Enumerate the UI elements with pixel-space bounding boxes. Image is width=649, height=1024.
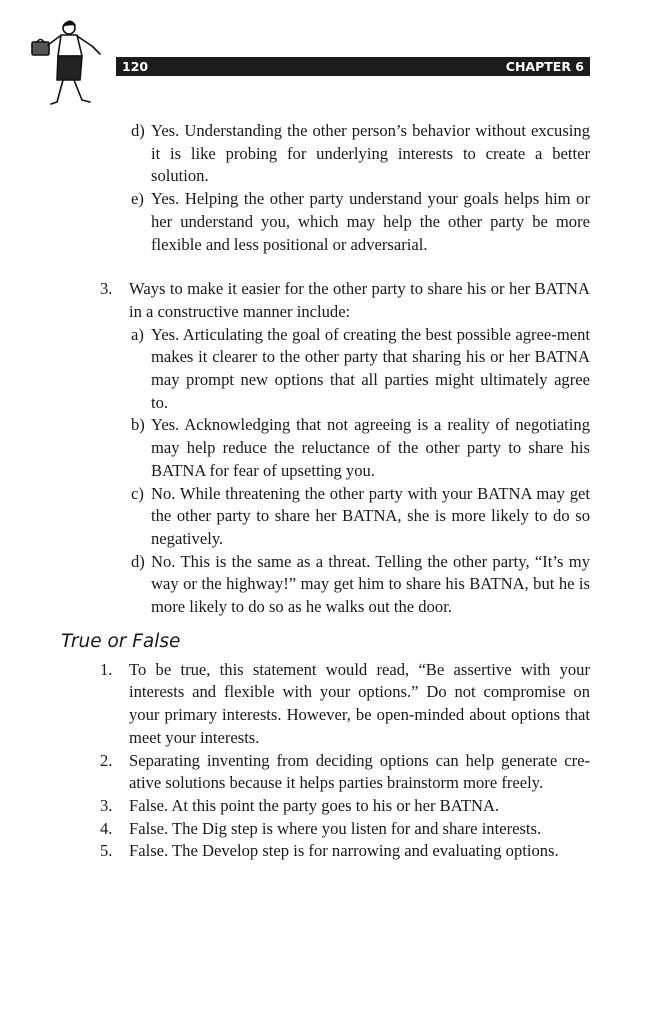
- list-item: [0, 414, 590, 482]
- question-number: 3.: [100, 279, 113, 299]
- chapter-label: CHAPTER 6: [505, 59, 584, 74]
- list-item: [0, 840, 590, 863]
- list-item-label: c): [131, 483, 144, 503]
- list-item: [0, 659, 590, 750]
- list-item-text: No. While threatening the other party with your BATNA may get the other party to share her BATNA, she is more likely to do so negatively.: [151, 483, 590, 548]
- section-heading-true-or-false: True or False: [61, 630, 181, 652]
- page-body: [0, 120, 649, 863]
- list-item-text: Separating inventing from deciding options can help generate cre-ative solutions because it helps parties brainstorm more freely.: [129, 750, 590, 793]
- list-item: [0, 188, 590, 256]
- list-item: [0, 324, 590, 415]
- list-item-text: Yes. Articulating the goal of creating the best possible agree-ment makes it clearer to the other party that sharing his or her BATNA may prompt new options that all parties might ultimately agree to.: [151, 324, 590, 412]
- list-item-text: False. At this point the party goes to his or her BATNA.: [129, 795, 500, 815]
- list-item: [0, 818, 590, 841]
- list-item: [0, 483, 590, 551]
- list-item-label: e): [131, 189, 144, 209]
- list-item-label: b): [131, 415, 145, 435]
- list-item-text: No. This is the same as a threat. Telling the other party, “It’s my way or the highway!” may get him to share his BATNA, but he is more likely to do so as he walks out the door.: [151, 551, 590, 617]
- question-text: Ways to make it easier for the other party to share his or her BATNA in a constructive manner include:: [129, 279, 590, 321]
- list-item-label: d): [131, 121, 145, 140]
- list-item-text: Yes. Helping the other party understand your goals helps him or her understand you, which may help the other party be more flexible and less positional or adversarial.: [151, 189, 590, 254]
- list-item: [0, 120, 590, 188]
- list-item-label: 1.: [100, 659, 113, 679]
- page-header-bar: [116, 57, 590, 76]
- list-item-label: 3.: [100, 795, 113, 815]
- list-item-label: 2.: [100, 750, 113, 770]
- list-item-text: Yes. Acknowledging that not agreeing is a reality of negotiating may help reduce the reluctance of the other party to share his BATNA for fear of upsetting you.: [151, 415, 590, 480]
- businesswoman-with-briefcase-icon: [24, 18, 110, 110]
- question-3: [0, 278, 590, 323]
- list-item-label: 5.: [100, 841, 113, 861]
- list-item-text: To be true, this statement would read, “Be assertive with your interests and flexible with your options.” Do not compromise on your primary interests. However, be open-minded about options that meet your interests.: [129, 659, 590, 747]
- list-item-text: Yes. Understanding the other person’s behavior without excusing it is like probing for underlying interests to create a better solution.: [151, 121, 590, 186]
- list-item-label: a): [131, 324, 144, 344]
- page-number: 120: [122, 59, 149, 74]
- list-item: [0, 750, 590, 795]
- list-item-text: False. The Develop step is for narrowing and evaluating options.: [129, 841, 559, 861]
- list-item-label: d): [131, 551, 145, 571]
- list-item: [0, 795, 590, 818]
- list-item: [0, 551, 590, 619]
- list-item-label: 4.: [100, 818, 113, 838]
- list-item-text: False. The Dig step is where you listen for and share interests.: [129, 818, 542, 838]
